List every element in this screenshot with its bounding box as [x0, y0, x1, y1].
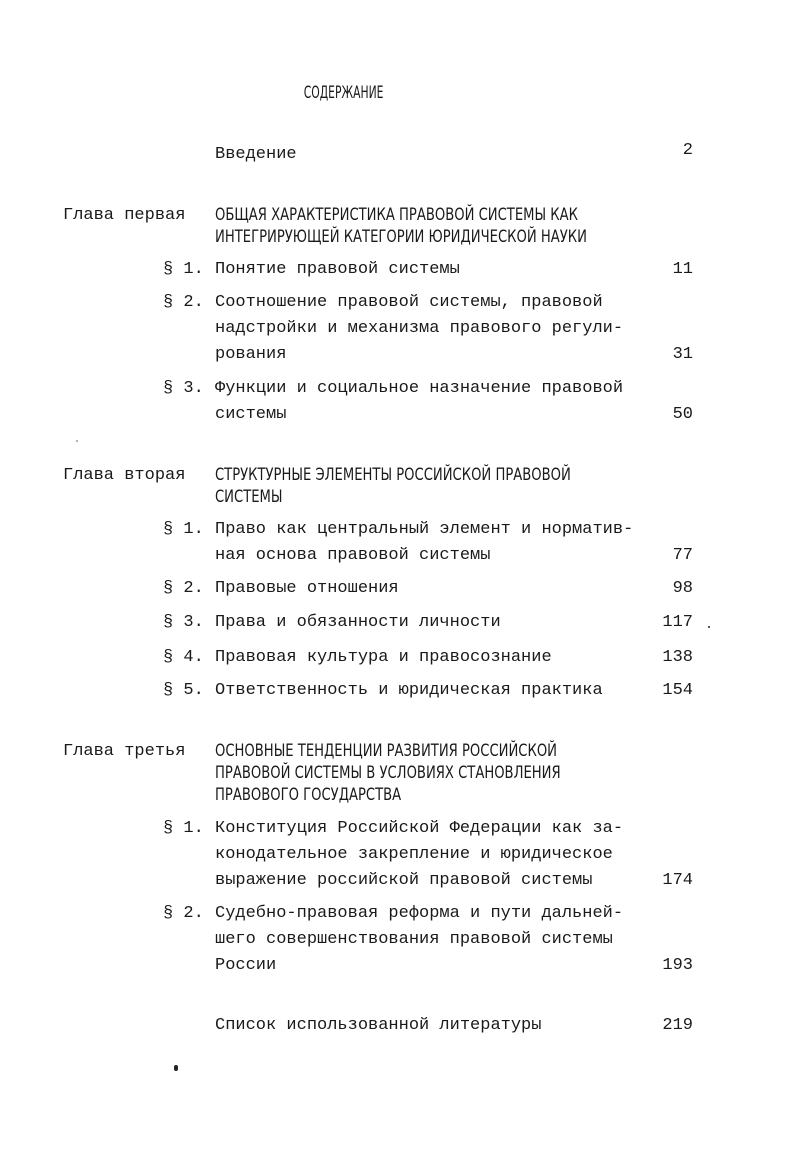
ch1-s1-page: 11 [672, 260, 693, 279]
toc-bibliography-page: 219 [662, 1016, 693, 1035]
toc-intro-label: Введение [215, 145, 297, 164]
ch2-s3-page: 117 [662, 613, 693, 632]
chapter3-title-line1: ОСНОВНЫЕ ТЕНДЕНЦИИ РАЗВИТИЯ РОССИЙСКОЙ [215, 741, 558, 761]
ch2-s4-num: § 4. [163, 648, 204, 667]
ch3-s2-line1: Судебно-правовая реформа и пути дальней- [215, 904, 624, 923]
chapter3-label: Глава третья [63, 742, 186, 761]
toc-bibliography-label: Список использованной литературы [215, 1016, 542, 1035]
chapter1-title-line2: ИНТЕГРИРУЮЩЕЙ КАТЕГОРИИ ЮРИДИЧЕСКОЙ НАУКИ [215, 227, 587, 247]
ch3-s1-line2: конодательное закрепление и юридическое [215, 845, 613, 864]
chapter2-title-line2: СИСТЕМЫ [215, 487, 283, 507]
ch3-s2-line2: шего совершенствования правовой системы [215, 930, 613, 949]
ch1-s3-line1: Функции и социальное назначение правовой [215, 379, 624, 398]
ch1-s3-line2: системы [215, 405, 287, 424]
chapter2-title-line1: СТРУКТУРНЫЕ ЭЛЕМЕНТЫ РОССИЙСКОЙ ПРАВОВОЙ [215, 465, 571, 485]
chapter2-label: Глава вторая [63, 466, 186, 485]
ch1-s2-page: 31 [672, 345, 693, 364]
ch2-s3-line1: Права и обязанности личности [215, 613, 501, 632]
ch2-s4-line1: Правовая культура и правосознание [215, 648, 552, 667]
ch2-s4-page: 138 [662, 648, 693, 667]
ch2-s5-page: 154 [662, 681, 693, 700]
ch2-s5-num: § 5. [163, 681, 204, 700]
ch3-s2-line3: России [215, 956, 277, 975]
ch3-s2-num: § 2. [163, 904, 204, 923]
ch1-s2-line1: Соотношение правовой системы, правовой [215, 293, 603, 312]
ch3-s1-num: § 1. [163, 819, 204, 838]
ch2-s1-line1: Право как центральный элемент и норматив- [215, 520, 634, 539]
ch1-s1-line1: Понятие правовой системы [215, 260, 460, 279]
ch1-s2-line3: рования [215, 345, 287, 364]
ch2-s2-line1: Правовые отношения [215, 579, 399, 598]
ch2-s1-page: 77 [672, 546, 693, 565]
chapter1-title-line1: ОБЩАЯ ХАРАКТЕРИСТИКА ПРАВОВОЙ СИСТЕМЫ КАК [215, 205, 578, 225]
scan-speck [76, 440, 78, 442]
chapter1-label: Глава первая [63, 206, 186, 225]
toc-intro-page: 2 [682, 141, 693, 160]
ch1-s3-page: 50 [672, 405, 693, 424]
ch3-s2-page: 193 [662, 956, 693, 975]
ch2-s1-num: § 1. [163, 520, 204, 539]
ch3-s1-line1: Конституция Российской Федерации как за- [215, 819, 624, 838]
ch2-s5-line1: Ответственность и юридическая практика [215, 681, 603, 700]
chapter3-title-line2: ПРАВОВОЙ СИСТЕМЫ В УСЛОВИЯХ СТАНОВЛЕНИЯ [215, 763, 561, 783]
ch1-s1-num: § 1. [163, 260, 204, 279]
ch1-s3-num: § 3. [163, 379, 204, 398]
ch2-s3-num: § 3. [163, 613, 204, 632]
scan-speck [174, 1065, 178, 1071]
ch1-s2-num: § 2. [163, 293, 204, 312]
ch2-s1-line2: ная основа правовой системы [215, 546, 491, 565]
ch3-s1-line3: выражение российской правовой системы [215, 871, 593, 890]
chapter3-title-line3: ПРАВОВОГО ГОСУДАРСТВА [215, 785, 402, 805]
ch2-s2-page: 98 [672, 579, 693, 598]
page-title: СОДЕРЖАНИЕ [303, 83, 384, 103]
scan-speck [708, 626, 710, 628]
ch2-s2-num: § 2. [163, 579, 204, 598]
ch1-s2-line2: надстройки и механизма правового регули- [215, 319, 624, 338]
ch3-s1-page: 174 [662, 871, 693, 890]
